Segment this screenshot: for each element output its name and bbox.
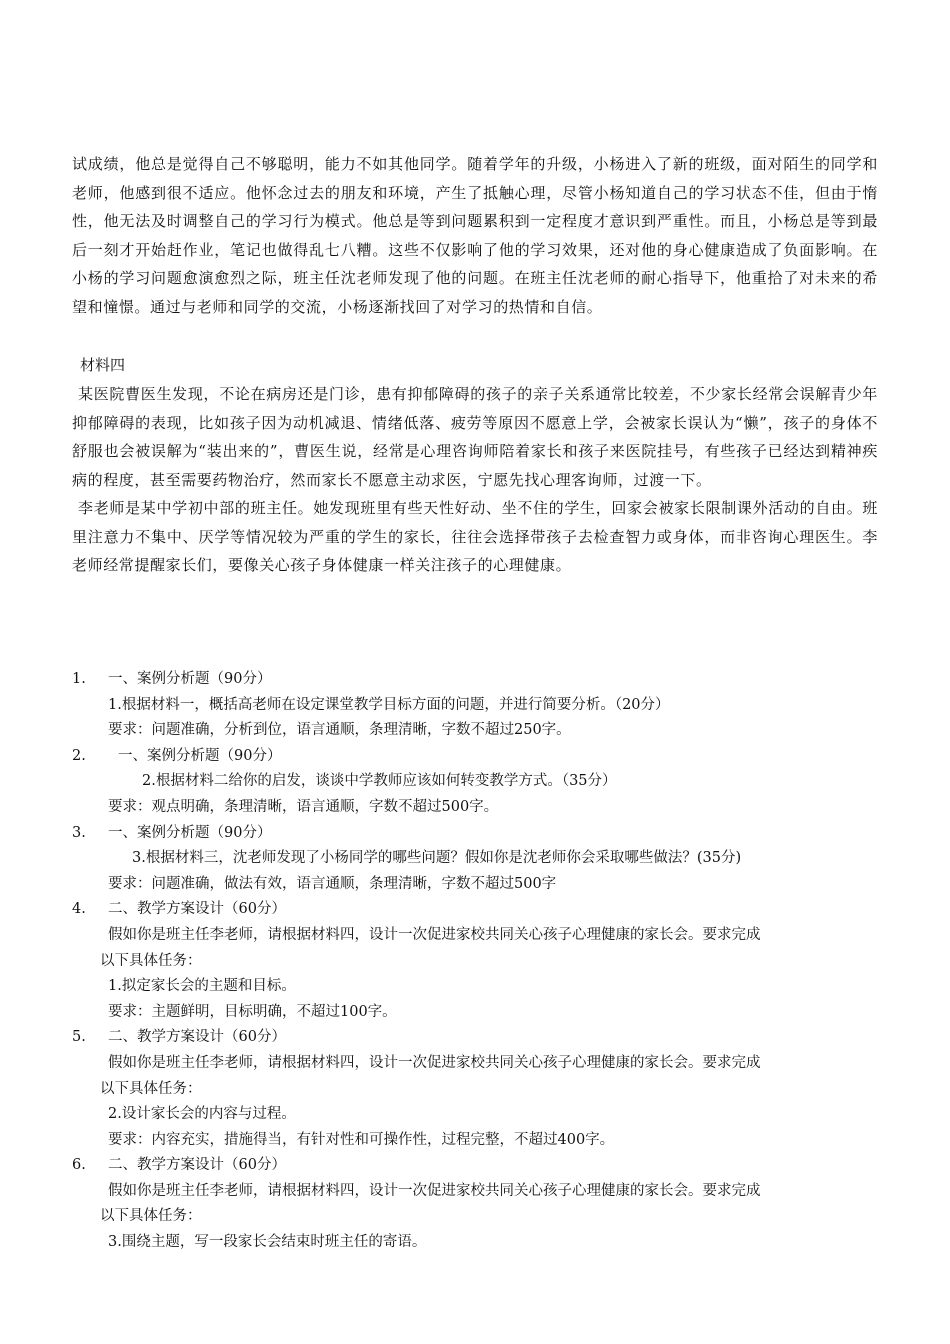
question-number: 6. — [72, 1157, 86, 1174]
task-intro: 以下具体任务： — [100, 1080, 202, 1097]
section-title: 一、案例分析题（90分） — [108, 671, 272, 687]
question-number: 1. — [72, 671, 86, 687]
question-number: 5. — [72, 1029, 86, 1046]
requirement-text: 要求：问题准确，做法有效，语言通顺，条理清晰，字数不超过500字 — [108, 875, 557, 892]
material-four-title: 材料四 — [80, 356, 126, 374]
section-title: 一、案例分析题（90分） — [108, 824, 272, 841]
question-5-header — [72, 1025, 878, 1051]
requirement-text: 要求：问题准确，分析到位，语言通顺，条理清晰，字数不超过250字。 — [108, 722, 571, 739]
task-text: 3.围绕主题，写一段家长会结束时班主任的寄语。 — [108, 1234, 427, 1251]
task-intro: 以下具体任务： — [100, 952, 202, 969]
material-four-body — [72, 380, 878, 580]
question-list — [72, 667, 878, 1256]
section-title: 二、教学方案设计（60分） — [108, 901, 286, 918]
section-title: 二、教学方案设计（60分） — [108, 1029, 286, 1046]
question-text: 1.根据材料一，概括高老师在设定课堂教学目标方面的问题，并进行简要分析。（20分） — [108, 696, 670, 713]
question-1-header — [72, 667, 878, 693]
question-text: 2.根据材料二给你的启发，谈谈中学教师应该如何转变教学方式。（35分） — [142, 773, 617, 790]
question-text: 3.根据材料三，沈老师发现了小杨同学的哪些问题？假如你是沈老师你会采取哪些做法？(35分) — [132, 850, 742, 867]
task-intro: 假如你是班主任李老师，请根据材料四，设计一次促进家校共同关心孩子心理健康的家长会。要求完成 — [108, 926, 761, 943]
section-title: 二、教学方案设计（60分） — [108, 1157, 286, 1174]
question-2-header — [72, 744, 878, 770]
question-number: 4. — [72, 901, 86, 918]
task-intro: 假如你是班主任李老师，请根据材料四，设计一次促进家校共同关心孩子心理健康的家长会。要求完成 — [108, 1182, 761, 1199]
question-number: 2. — [72, 747, 86, 764]
question-6-header — [72, 1153, 878, 1179]
task-text: 1.拟定家长会的主题和目标。 — [108, 978, 296, 995]
question-4-header — [72, 897, 878, 923]
task-intro: 假如你是班主任李老师，请根据材料四，设计一次促进家校共同关心孩子心理健康的家长会。要求完成 — [108, 1054, 761, 1071]
paragraph: 试成绩，他总是觉得自己不够聪明，能力不如其他同学。随着学年的升级，小杨进入了新的班级，面对陌生的同学和老师，他感到很不适应。他怀念过去的朋友和环境，产生了抵触心理，尽管小杨知道自己的学习状态不佳，但由于惰性，他无法及时调整自己的学习行为模式。他总是等到问题累积到一定程度才意识到严重性。而且，小杨总是等到最后一刻才开始赶作业，笔记也做得乱七八糟。这些不仅影响了他的学习效果，还对他的身心健康造成了负面影响。在小杨的学习问题愈演愈烈之际，班主任沈老师发现了他的问题。在班主任沈老师的耐心指导下，他重拾了对未来的希望和憧憬。通过与老师和同学的交流，小杨逐渐找回了对学习的热情和自信。 — [72, 155, 878, 316]
question-3-header — [72, 821, 878, 847]
material-three-continuation — [72, 150, 878, 321]
requirement-text: 要求：内容充实，措施得当，有针对性和可操作性，过程完整，不超过400字。 — [108, 1131, 615, 1148]
task-intro: 以下具体任务： — [100, 1208, 202, 1225]
paragraph: 李老师是某中学初中部的班主任。她发现班里有些天性好动、坐不住的学生，回家会被家长限制课外活动的自由。班里注意力不集中、厌学等情况较为严重的学生的家长，往往会选择带孩子去检查智力或身体，而非咨询心理医生。李老师经常提醒家长们，要像关心孩子身体健康一样关注孩子的心理健康。 — [72, 499, 878, 574]
paragraph: 某医院曹医生发现，不论在病房还是门诊，患有抑郁障碍的孩子的亲子关系通常比较差，不少家长经常会误解青少年抑郁障碍的表现，比如孩子因为动机减退、情绪低落、疲劳等原因不愿意上学，会被家长误认为“懒”，孩子的身体不舒服也会被误解为“装出来的”，曹医生说，经常是心理咨询师陪着家长和孩子来医院挂号，有些孩子已经达到精神疾病的程度，甚至需要药物治疗，然而家长不愿意主动求医，宁愿先找心理客询师，过渡一下。 — [72, 385, 878, 489]
requirement-text: 要求：观点明确，条理清晰，语言通顺，字数不超过500字。 — [108, 798, 499, 815]
section-title: 一、案例分析题（90分） — [118, 747, 282, 764]
requirement-text: 要求：主题鲜明，目标明确，不超过100字。 — [108, 1003, 397, 1020]
question-number: 3. — [72, 824, 86, 841]
task-text: 2.设计家长会的内容与过程。 — [108, 1106, 296, 1123]
